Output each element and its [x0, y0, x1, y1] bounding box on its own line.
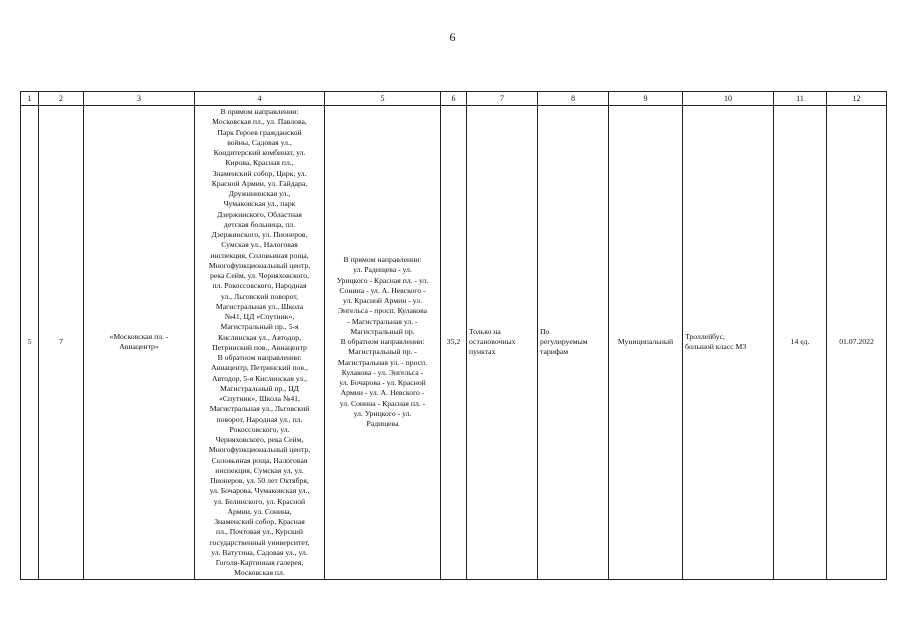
- tariff-type-cell: По регулируемым тарифам: [538, 106, 609, 580]
- header-cell-8: 8: [538, 92, 609, 106]
- header-row: [21, 92, 887, 106]
- header-cell-5: 5: [325, 92, 441, 106]
- route-number-cell: 7: [39, 106, 84, 580]
- header-cell-3: 3: [84, 92, 195, 106]
- header-cell-4: 4: [195, 92, 325, 106]
- header-cell-10: 10: [683, 92, 774, 106]
- route-table: [20, 91, 887, 580]
- header-cell-12: 12: [827, 92, 887, 106]
- stops-list-cell: В прямом направлении: Московская пл., ул. Павлова, Парк Героев гражданской войны, Садовая ул., Кондитерский комбинат, ул. Кирова, Красная пл., Знаменский собор, Цирк, ул. Красной Армии, ул. Гайдара, Дружининская ул., Чумаковская ул., парк Дзержинского, Областная детская больница, пл. Дзержинского, ул. Пионеров, Сумская ул., Налоговая инспекция, Соловьиная роща, Многофункциональный центр, река Сейм, ул. Черняховского, пл. Рокоссовского, Народная ул., Льговский поворот, Магистральная ул., Школа №41, ЦД «Спутник», Магистральный пр., 5-я Кислинская ул., Автодор, Петринский пов., Авиацентр В обратном направлении: Авиацентр, Петринский пов., Автодор, 5-я Кислинская ул., Магистральный пр., ЦД «Спутник», Школа №41, Магистральная ул., Льговский поворот, Народная ул., пл. Рокоссовского, ул. Черняховского, река Сейм, Многофункциональный центр, Соловьиная роща, Налоговая инспекция, Сумская ул, ул. Пионеров, ул. 50 лет Октября, ул. Бочарова, Чумаковская ул., ул. Белинского, ул. Красной Армии, ул. Сонина, Знаменский собор, Красная пл., Почтовая ул., Курский государственный университет, ул. Ватутина, Садовая ул., ул. Гоголя-Картинная галерея, Московская пл.: [195, 106, 325, 580]
- vehicle-count-cell: 14 ед.: [774, 106, 827, 580]
- header-cell-11: 11: [774, 92, 827, 106]
- start-date-cell: 01.07.2022: [827, 106, 887, 580]
- table-row: [21, 106, 887, 580]
- boarding-order-cell: Только на остановочных пунктах: [467, 106, 538, 580]
- header-cell-7: 7: [467, 92, 538, 106]
- streets-list-cell: В прямом направлении: ул. Радищева - ул. Урицкого - Красная пл. - ул. Сонина - ул. А. Невского - ул. Красной Армии - ул. Энгельса - просп. Кулакова - Магистральная ул. - Магистральный пр. В обратном направлении: Магистральный пр. - Магистральная ул. - просп. Кулакова - ул. Энгельса - ул. Бочарова - ул. Красной Армии - ул. А. Невского - ул. Сонина - Красная пл. - ул. Урицкого - ул. Радищева: [325, 106, 441, 580]
- header-cell-1: 1: [21, 92, 39, 106]
- header-cell-2: 2: [39, 92, 84, 106]
- route-length-cell: 35,2: [441, 106, 467, 580]
- header-cell-9: 9: [609, 92, 683, 106]
- route-name-cell: «Московская пл. - Авиацентр»: [84, 106, 195, 580]
- registry-number-cell: 5: [21, 106, 39, 580]
- vehicle-class-cell: Троллейбус, большой класс М3: [683, 106, 774, 580]
- page-number: 6: [449, 30, 456, 44]
- header-cell-6: 6: [441, 92, 467, 106]
- carrier-type-cell: Муниципальный: [609, 106, 683, 580]
